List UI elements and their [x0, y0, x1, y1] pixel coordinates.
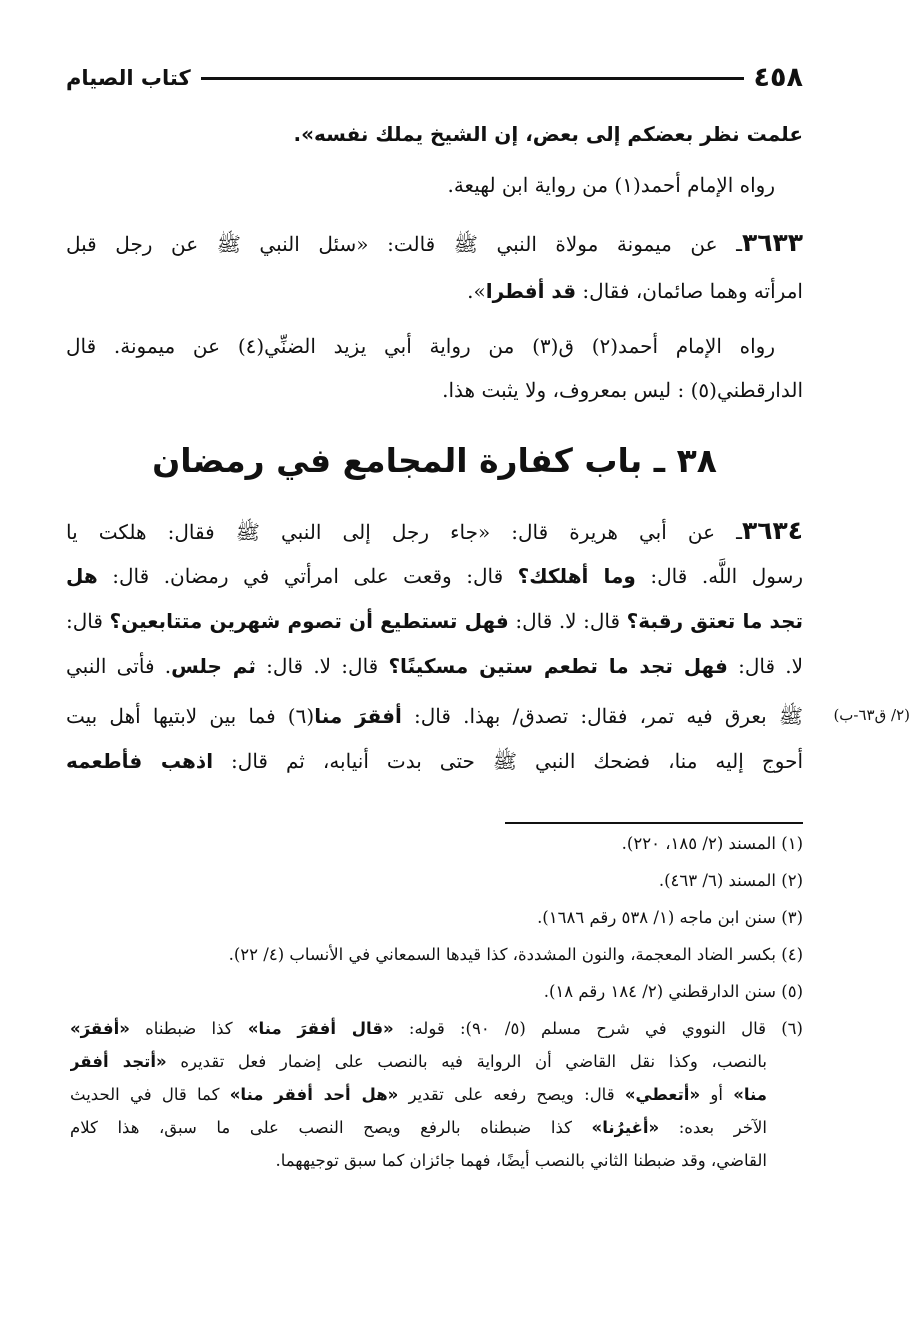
footnote-4: (٤) بكسر الضاد المعجمة، والنون المشددة، كذا قيدها السمعاني في الأنساب (٤/ ٢٢). — [228, 945, 803, 964]
manuscript-folio-note: (٢/ ق٦٣-ب) — [833, 706, 910, 724]
page-header — [66, 56, 803, 100]
hadith-3634-line-2 — [66, 557, 803, 595]
running-title: كتاب الصيام — [66, 66, 191, 90]
hadith-quote: قد أفطرا — [485, 279, 577, 303]
hadith-3634-line-3 — [66, 602, 803, 640]
hadith-text: قال: — [66, 609, 110, 633]
hadith-quote: فهل تجد ما تطعم ستين مسكينًا؟ — [388, 654, 728, 678]
footnote-6-line-1 — [70, 1014, 803, 1044]
footnote-text: أو — [700, 1085, 734, 1104]
footnote-text: كذا ضبطناه بالرفع ويصح النصب على ما سبق، هذا كلام — [70, 1118, 592, 1137]
hadith-quote: هل — [66, 564, 98, 588]
hadith-text: ـ عن ميمونة مولاة النبي ﷺ قالت: «سئل النبي ﷺ عن رجل قبل — [66, 232, 742, 256]
hadith-text: أحوج إليه منا، فضحك النبي ﷺ حتى بدت أنيابه، ثم قال: — [213, 749, 803, 773]
footnote-6-line-2 — [70, 1047, 767, 1077]
hadith-3634-line-1 — [66, 512, 803, 551]
hadith-text: ﷺ بعرق فيه تمر، فقال: تصدق/ بهذا. قال: — [401, 704, 803, 728]
hadith-text: ». — [467, 279, 486, 303]
chapter-heading: ٣٨ ـ باب كفارة المجامع في رمضان — [152, 441, 717, 480]
narration-line: رواه الإمام أحمد(٢) ق(٣) من رواية أبي يزيد الضنِّي(٤) عن ميمونة. قال — [66, 334, 775, 358]
footnote-5: (٥) سنن الدارقطني (٢/ ١٨٤ رقم ١٨). — [543, 982, 803, 1001]
footnote-text: بالنصب، وكذا نقل القاضي أن الرواية فيه بالنصب على إضمار فعل تقديره — [166, 1052, 767, 1071]
footnote-6-line-4 — [70, 1113, 767, 1143]
footnote-2: (٢) المسند (٦/ ٤٦٣). — [658, 871, 803, 890]
hadith-text: ـ عن أبي هريرة قال: «جاء رجل إلى النبي ﷺ فقال: هلكت يا — [66, 520, 742, 544]
hadith-text: رسول اللَّه. قال: — [635, 564, 803, 588]
narration-line: رواه الإمام أحمد(١) من رواية ابن لهيعة. — [447, 173, 775, 197]
hadith-3634-line-5 — [66, 697, 803, 735]
footnote-1: (١) المسند (٢/ ١٨٥، ٢٢٠). — [621, 834, 803, 853]
hadith-quote: أفقرَ منا — [314, 704, 402, 728]
footnote-text: كذا ضبطناه — [129, 1019, 248, 1038]
footnote-quote: «أفقرَ» — [70, 1019, 130, 1038]
hadith-text: قال: لا. قال: — [255, 654, 389, 678]
hadith-text: قال: لا. قال: — [508, 609, 627, 633]
hadith-text: (٦) فما بين لابتيها أهل بيت — [66, 704, 315, 728]
hadith-text: قال: وقعت على امرأتي في رمضان. قال: — [97, 564, 518, 588]
footnote-6-line-3 — [70, 1080, 767, 1110]
hadith-3633-line-2 — [66, 272, 803, 310]
footnote-quote: «أتعطي» — [624, 1085, 701, 1104]
hadith-3634-line-4 — [66, 647, 803, 685]
hadith-quote: فهل تستطيع أن تصوم شهرين متتابعين؟ — [109, 609, 509, 633]
hadith-quote: ثم جلس — [171, 654, 256, 678]
hadith-3633-line-1 — [66, 224, 803, 263]
footnote-6-line-5: القاضي، وقد ضبطنا الثاني بالنصب أيضًا، فهما جائزان كما سبق توجيههما. — [275, 1151, 767, 1170]
hadith-quote: اذهب فأطعمه — [66, 749, 214, 773]
footnote-quote: منا» — [733, 1085, 767, 1104]
footnote-text: كما قال في الحديث — [70, 1085, 230, 1104]
footnote-separator — [505, 822, 803, 824]
footnote-quote: «قال أفقرَ منا» — [247, 1019, 394, 1038]
footnote-quote: «هل أحد أفقر منا» — [229, 1085, 399, 1104]
hadith-3634-line-6 — [66, 742, 803, 780]
hadith-number: ٣٦٣٣ — [741, 228, 803, 257]
hadith-number: ٣٦٣٤ — [741, 516, 803, 545]
hadith-quote: وما أهلكك؟ — [517, 564, 636, 588]
footnote-quote: «أتجد أفقر — [70, 1052, 167, 1071]
footnote-3: (٣) سنن ابن ماجه (١/ ٥٣٨ رقم ١٦٨٦). — [537, 908, 803, 927]
footnote-text: الآخر بعده: — [659, 1118, 767, 1137]
hadith-text: . فأتى النبي — [66, 654, 172, 678]
hadith-text: علمت نظر بعضكم إلى بعض، إن الشيخ يملك نفسه». — [293, 122, 803, 146]
hadith-quote: تجد ما تعتق رقبة؟ — [626, 609, 803, 633]
header-rule — [201, 77, 744, 80]
page-number: ٤٥٨ — [753, 62, 803, 93]
footnote-quote: «أغيرُنا» — [591, 1118, 660, 1137]
hadith-text: لا. قال: — [727, 654, 803, 678]
text-line — [66, 115, 803, 153]
narration-line: الدارقطني(٥) : ليس بمعروف، ولا يثبت هذا. — [442, 378, 803, 402]
footnote-text: (٦) قال النووي في شرح مسلم (٥/ ٩٠): قوله: — [393, 1019, 803, 1038]
footnote-text: قال: ويصح رفعه على تقدير — [398, 1085, 625, 1104]
hadith-text: امرأته وهما صائمان، فقال: — [576, 279, 803, 303]
